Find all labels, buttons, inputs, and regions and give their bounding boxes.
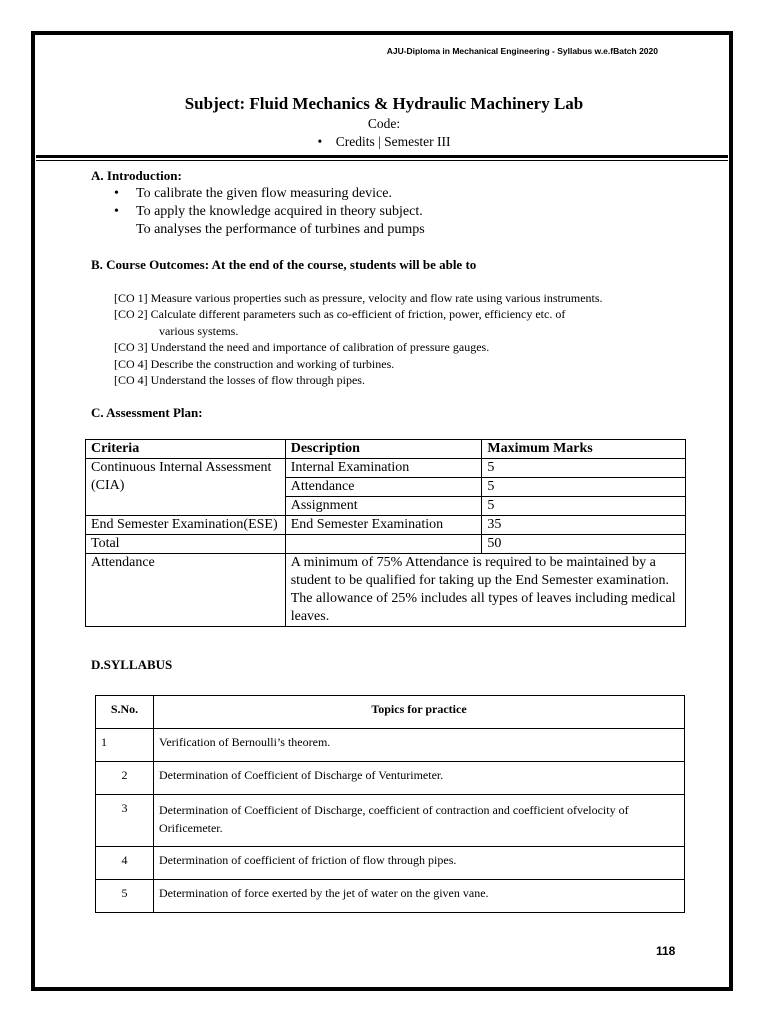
description-cell: Internal Examination [285,459,482,478]
cia-criteria: Continuous Internal Assessment (CIA) [86,459,286,516]
ese-criteria: End Semester Examination(ESE) [86,516,286,535]
attendance-policy: A minimum of 75% Attendance is required to be maintained by a student to be qualified for taking up the End Semester examination. The allowance of 25% includes all types of leaves including medical leaves. [285,554,685,627]
column-header: S.No. [96,696,154,729]
topic-cell: Determination of coefficient of friction of flow through pipes. [154,847,685,880]
column-header: Maximum Marks [482,440,686,459]
description-cell: Assignment [285,497,482,516]
attendance-label: Attendance [86,554,286,627]
outcome-item: [CO 3] Understand the need and importance of calibration of pressure gauges. [114,340,490,355]
credits-text: Credits | Semester III [335,134,451,149]
marks-cell: 35 [482,516,686,535]
topic-cell: Determination of Coefficient of Discharge, coefficient of contraction and coefficient ofvelocity of Orificemeter. [154,795,685,847]
column-header: Criteria [86,440,286,459]
syllabus-header-row [96,696,685,729]
intro-list [112,185,425,239]
outcomes-list [114,290,603,388]
outcome-item-continued: various systems. [159,323,239,338]
marks-cell: 5 [482,459,686,478]
outcomes-heading: B. Course Outcomes: At the end of the course, students will be able to [91,257,477,272]
outcome-item: [CO 1] Measure various properties such as pressure, velocity and flow rate using various instruments. [114,291,603,305]
syllabus-table [95,695,685,913]
header-rule-thin [36,160,728,161]
column-header: Description [285,440,482,459]
description-cell: End Semester Examination [285,516,482,535]
table-row [96,880,685,913]
syllabus-heading: D.SYLLABUS [91,657,173,672]
course-code: Code: [367,116,401,131]
table-row [86,554,686,627]
table-row [86,516,686,535]
assessment-header-row [86,440,686,459]
column-header: Topics for practice [154,696,685,729]
outcome-item: [CO 4] Describe the construction and working of turbines. [114,356,395,371]
table-row [96,762,685,795]
serial-number: 5 [96,880,154,913]
serial-number: 4 [96,847,154,880]
table-row [96,847,685,880]
credits-line [0,134,768,150]
intro-item: • To calibrate the given flow measuring device. [112,185,425,203]
bullet-icon: • [317,134,336,149]
table-row [86,535,686,554]
intro-item: To analyses the performance of turbines and pumps [136,222,425,237]
assessment-heading: C. Assessment Plan: [91,405,203,420]
intro-item: • To apply the knowledge acquired in theory subject. [112,203,425,221]
total-label: Total [86,535,286,554]
total-marks: 50 [482,535,686,554]
topic-cell: Determination of force exerted by the jet of water on the given vane. [154,880,685,913]
topic-cell: Determination of Coefficient of Discharge of Venturimeter. [154,762,685,795]
outcome-item: [CO 4] Understand the losses of flow through pipes. [114,373,365,388]
topic-cell: Verification of Bernoulli’s theorem. [154,729,685,762]
header-rule-thick [36,155,728,158]
serial-number: 2 [96,762,154,795]
outcome-item: [CO 2] Calculate different parameters such as co-efficient of friction, power, efficiency etc. of [114,307,566,322]
table-row [86,459,686,478]
header-note: AJU-Diploma in Mechanical Engineering - Syllabus w.e.fBatch 2020 [386,46,658,56]
assessment-table [85,439,686,627]
serial-number: 1 [96,729,154,762]
intro-heading: A. Introduction: [91,168,182,183]
marks-cell: 5 [482,497,686,516]
description-cell: Attendance [285,478,482,497]
table-row [96,795,685,847]
marks-cell: 5 [482,478,686,497]
subject-title: Subject: Fluid Mechanics & Hydraulic Machinery Lab [184,94,584,113]
serial-number: 3 [96,795,154,847]
page-number: 118 [656,944,676,958]
table-row [96,729,685,762]
description-cell [285,535,482,554]
